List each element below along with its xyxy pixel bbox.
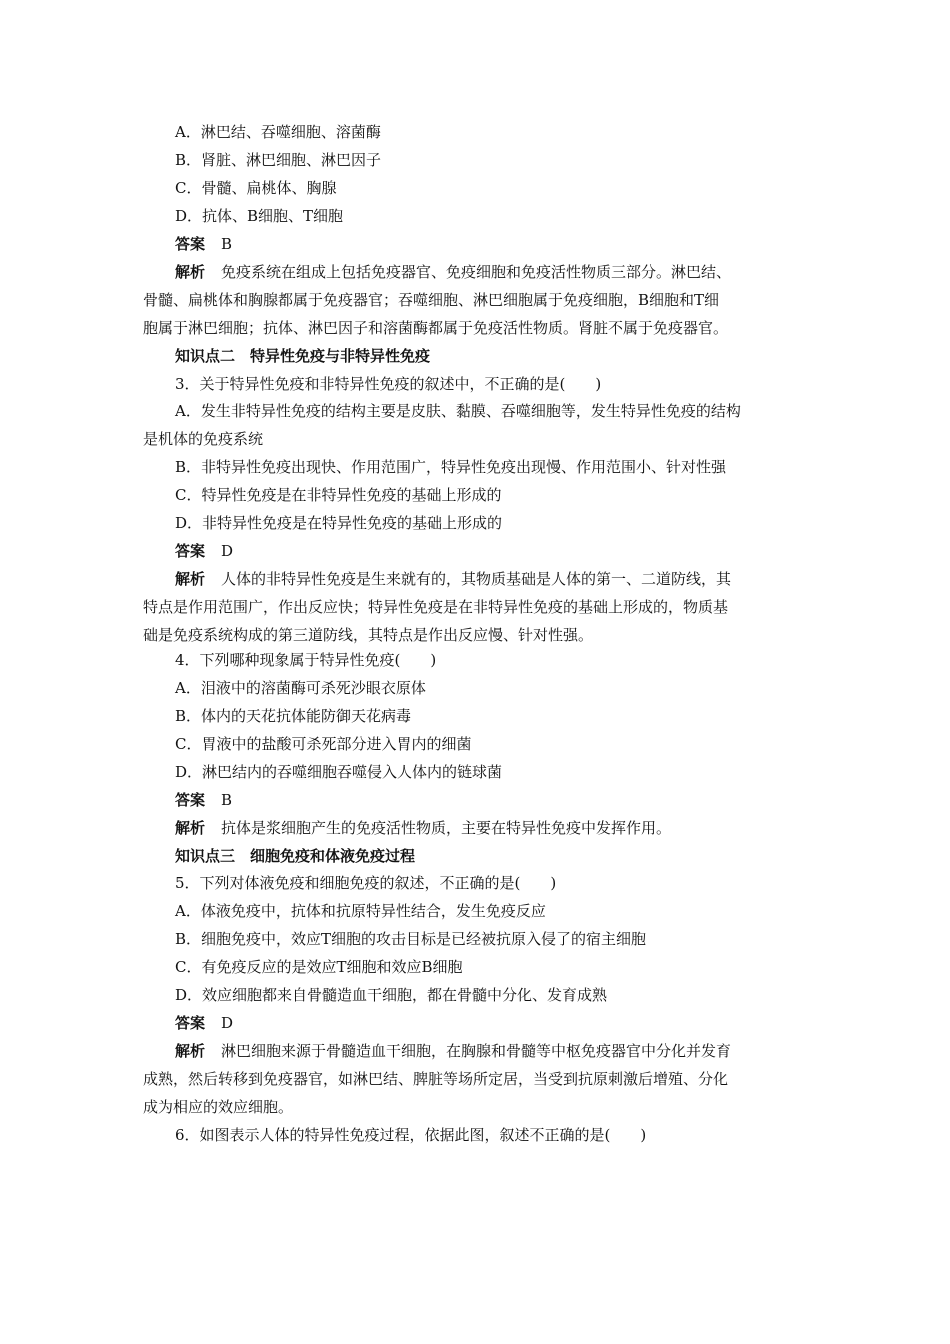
q2-analysis-line-1	[175, 258, 845, 286]
q5-option-a: A．体液免疫中，抗体和抗原特异性结合，发生免疫反应	[175, 902, 546, 920]
q3-option-c: C．特异性免疫是在非特异性免疫的基础上形成的	[175, 486, 502, 504]
q4-option-d: D．淋巴结内的吞噬细胞吞噬侵入人体内的链球菌	[175, 763, 503, 781]
q5-option-b: B．细胞免疫中，效应T细胞的攻击目标是已经被抗原入侵了的宿主细胞	[175, 930, 647, 948]
answer-label: 答案	[175, 235, 206, 253]
q3-option-a-cont: 是机体的免疫系统	[143, 430, 264, 448]
analysis-text: 淋巴细胞来源于骨髓造血干细胞，在胸腺和骨髓等中枢免疫器官中分化并发育	[221, 1042, 732, 1060]
q2-option-d: D．抗体、B细胞、T细胞	[175, 207, 344, 225]
q3-analysis-line-3: 础是免疫系统构成的第三道防线，其特点是作出反应慢、针对性强。	[143, 626, 594, 644]
q2-analysis-line-2: 骨髓、扁桃体和胸腺都属于免疫器官；吞噬细胞、淋巴细胞属于免疫细胞，B细胞和T细	[143, 291, 720, 309]
q3-stem: 3．关于特异性免疫和非特异性免疫的叙述中，不正确的是( )	[175, 375, 602, 393]
q3-analysis-line-2: 特点是作用范围广，作出反应快；特异性免疫是在非特异性免疫的基础上形成的，物质基	[143, 598, 729, 616]
q4-option-c: C．胃液中的盐酸可杀死部分进入胃内的细菌	[175, 735, 472, 753]
q2-option-c: C．骨髓、扁桃体、胸腺	[175, 179, 337, 197]
q2-analysis-line-3: 胞属于淋巴细胞；抗体、淋巴因子和溶菌酶都属于免疫活性物质。肾脏不属于免疫器官。	[143, 319, 729, 337]
answer-label: 答案	[175, 791, 206, 809]
q3-analysis-line-1	[175, 565, 845, 593]
q5-option-d: D．效应细胞都来自骨髓造血干细胞，都在骨髓中分化、发育成熟	[175, 986, 608, 1004]
q3-option-b: B．非特异性免疫出现快、作用范围广，特异性免疫出现慢、作用范围小、针对性强	[175, 458, 727, 476]
analysis-text: 抗体是浆细胞产生的免疫活性物质，主要在特异性免疫中发挥作用。	[221, 819, 672, 837]
analysis-text: 免疫系统在组成上包括免疫器官、免疫细胞和免疫活性物质三部分。淋巴结、	[221, 263, 732, 281]
q3-answer	[175, 537, 845, 565]
q5-analysis-line-2: 成熟，然后转移到免疫器官，如淋巴结、脾脏等场所定居，当受到抗原刺激后增殖、分化	[143, 1070, 729, 1088]
answer-value: D	[221, 1014, 234, 1032]
answer-value: B	[221, 791, 233, 809]
analysis-text: 人体的非特异性免疫是生来就有的，其物质基础是人体的第一、二道防线，其	[221, 570, 732, 588]
q2-option-a: A．淋巴结、吞噬细胞、溶菌酶	[175, 123, 381, 141]
answer-label: 答案	[175, 1014, 206, 1032]
q5-analysis-line-1	[175, 1037, 845, 1065]
answer-value: B	[221, 235, 233, 253]
q4-answer	[175, 786, 845, 814]
q2-answer	[175, 230, 845, 258]
analysis-label: 解析	[175, 819, 206, 837]
section-heading-2: 知识点二 特异性免疫与非特异性免疫	[175, 347, 431, 365]
q4-analysis	[175, 814, 845, 842]
q5-answer	[175, 1009, 845, 1037]
answer-label: 答案	[175, 542, 206, 560]
analysis-label: 解析	[175, 570, 206, 588]
section-heading-3: 知识点三 细胞免疫和体液免疫过程	[175, 847, 416, 865]
q3-option-a: A．发生非特异性免疫的结构主要是皮肤、黏膜、吞噬细胞等，发生特异性免疫的结构	[175, 402, 741, 420]
answer-value: D	[221, 542, 234, 560]
q4-option-b: B．体内的天花抗体能防御天花病毒	[175, 707, 412, 725]
analysis-label: 解析	[175, 1042, 206, 1060]
q5-option-c: C．有免疫反应的是效应T细胞和效应B细胞	[175, 958, 463, 976]
q2-option-b: B．肾脏、淋巴细胞、淋巴因子	[175, 151, 382, 169]
q5-analysis-line-3: 成为相应的效应细胞。	[143, 1098, 294, 1116]
q4-option-a: A．泪液中的溶菌酶可杀死沙眼衣原体	[175, 679, 426, 697]
q6-stem: 6．如图表示人体的特异性免疫过程，依据此图，叙述不正确的是( )	[175, 1126, 647, 1144]
analysis-label: 解析	[175, 263, 206, 281]
q5-stem: 5．下列对体液免疫和细胞免疫的叙述，不正确的是( )	[175, 874, 557, 892]
q4-stem: 4．下列哪种现象属于特异性免疫( )	[175, 651, 437, 669]
q3-option-d: D．非特异性免疫是在特异性免疫的基础上形成的	[175, 514, 503, 532]
